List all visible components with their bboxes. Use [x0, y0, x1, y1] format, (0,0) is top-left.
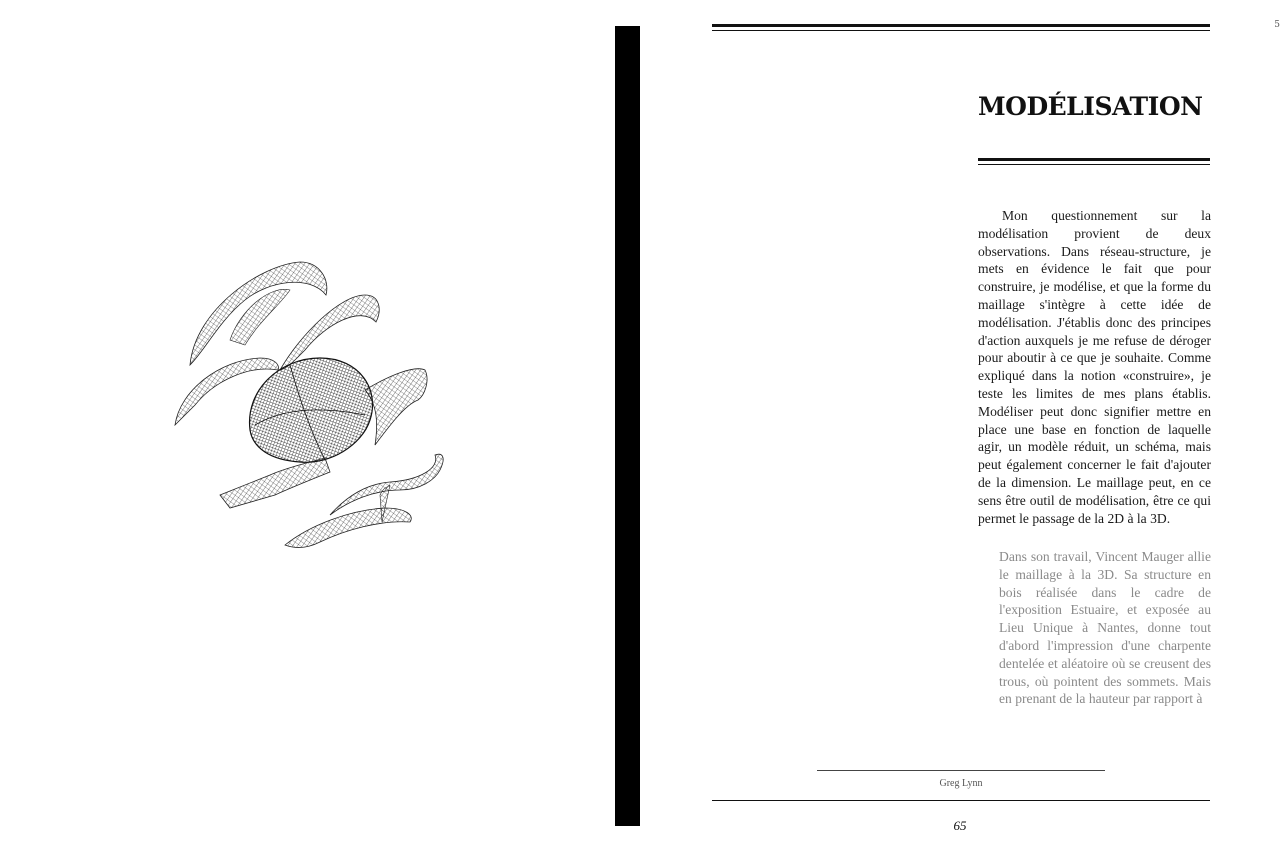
top-double-rule — [712, 24, 1210, 27]
figure-caption: Greg Lynn — [939, 778, 983, 789]
page-number: 65 — [953, 818, 967, 833]
wireframe-sculpture-graphic — [150, 240, 490, 570]
gutter-black-bar — [615, 26, 640, 826]
section-title: MODÉLISATION — [978, 92, 1203, 121]
caption-rule — [817, 770, 1105, 771]
wireframe-illustration — [150, 240, 490, 570]
quote-paragraph: Dans son travail, Vincent Mauger allie le maillage à la 3D. Sa structure en bois réalisée dans le cadre de l'exposition Estuaire, et exposée au Lieu Unique à Nantes, donne tout d'abord l'impression d'une charpente dentelée et aléatoire où se creusent des trous, où pointent des sommets. Mais en prenant de la hauteur par rapport à — [999, 549, 1211, 707]
body-paragraph: Mon questionnement sur la modélisation provient de deux observations. Dans réseau-structure, je mets en évidence le fait que pour construire, je modélise, et que la forme du maillage s'intègre à cette idée de modélisation. J'établis donc des principes d'action auxquels je me refuse de déroger pour aboutir à ce que je souhaite. Comme expliqué dans la notion «construire», je teste les limites de mes plans établis. Modéliser peut donc signifier mettre en place une base en fonction de laquelle agir, un modèle réduit, un schéma, mais peut également concerner le fait d'ajouter de la dimension. Le maillage peut, en ce sens être outil de modélisation, être ce qui permet le passage de la 2D à la 3D. — [978, 208, 1211, 526]
corner-mark: 5 — [1274, 20, 1280, 30]
bottom-rule — [712, 800, 1210, 801]
title-double-rule — [978, 158, 1210, 161]
